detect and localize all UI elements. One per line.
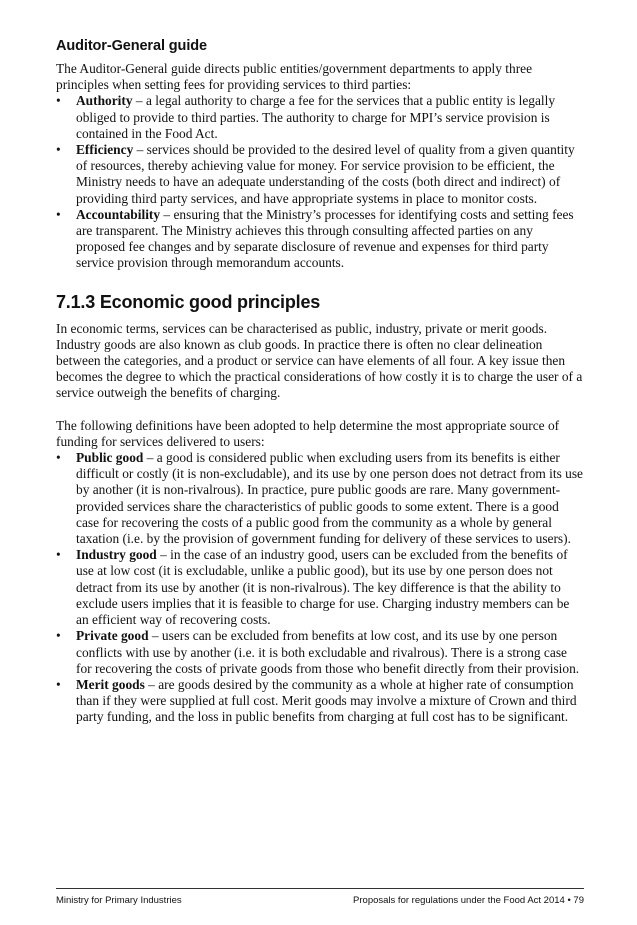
term: Merit goods — [76, 676, 145, 692]
footer-right: Proposals for regulations under the Food Act 2014 • 79 — [353, 895, 584, 906]
bullet-icon: • — [56, 628, 61, 644]
term: Public good — [76, 450, 144, 466]
footer-left: Ministry for Primary Industries — [56, 895, 182, 906]
list-item — [56, 628, 584, 677]
bullet-icon: • — [56, 142, 61, 158]
definition: – services should be provided to the desired level of quality from a given quantity of resources, thereby achieving value for money. For service provision to be efficient, the Ministry needs to have an adequate understanding of the costs (both direct and indirect) of providing third party services, and have appropriate systems in place to monitor costs. — [76, 142, 575, 206]
bullet-icon: • — [56, 676, 61, 692]
auditor-principles-list — [56, 93, 584, 271]
economic-paragraph-2: The following definitions have been adopted to help determine the most appropriate source of funding for services delivered to users: — [56, 417, 560, 449]
definition: – ensuring that the Ministry’s processes for identifying costs and setting fees are transparent. The Ministry achieves this through consulting affected parties on any proposed fee changes and by separate disclosure of revenue and expenses for third party service provision through memorandum accounts. — [76, 206, 574, 271]
definition: – are goods desired by the community as a whole at higher rate of consumption than if they were supplied at full cost. Merit goods may involve a mixture of Crown and third party funding, and the loss in public benefits from charging at full cost has to be significant. — [76, 676, 577, 725]
auditor-intro: The Auditor-General guide directs public entities/government departments to apply three principles when setting fees for providing services to third parties: — [56, 61, 533, 93]
list-item — [56, 677, 584, 726]
auditor-general-heading: Auditor-General guide — [56, 38, 207, 54]
bullet-icon: • — [56, 450, 61, 466]
bullet-icon: • — [56, 547, 61, 563]
section-heading: 7.1.3 Economic good principles — [56, 291, 321, 312]
term: Efficiency — [76, 142, 134, 158]
definition: – a legal authority to charge a fee for the services that a public entity is legally obliged to provide to third parties. The authority to charge for MPI’s service provision is contained in the Food Act. — [76, 93, 556, 141]
term: Accountability — [76, 206, 161, 222]
page-content — [56, 38, 584, 726]
term: Industry good — [76, 547, 157, 563]
list-item — [56, 93, 584, 142]
term: Private good — [76, 628, 149, 644]
list-item — [56, 547, 584, 628]
term: Authority — [76, 93, 133, 109]
list-item — [56, 207, 584, 272]
page-footer — [56, 888, 584, 906]
bullet-icon: • — [56, 93, 61, 109]
list-item — [56, 142, 584, 207]
economic-paragraph-1: In economic terms, services can be characterised as public, industry, private or merit goods. Industry goods are also known as club goods. In practice there is often no clear delineation between the categories, and a product or service can have elements of all four. A key issue then becomes the degree to which the practical considerations of how costly it is to charge the user of a service outweigh the benefits of charging. — [56, 320, 583, 401]
definition: – in the case of an industry good, users can be excluded from the benefits of use at low cost (it is excludable, unlike a public good), but its use by one person does not detract from its use by another (it is non-rivalrous). The key difference is that the ability to exclude users implies that it is feasible to charge for use. Charging industry members can be an efficient way of recovering costs. — [76, 547, 570, 628]
list-item — [56, 450, 584, 547]
economic-goods-list — [56, 450, 584, 725]
definition: – users can be excluded from benefits at low cost, and its use by one person conflicts with use by another (i.e. it is both excludable and rivalrous). There is a strong case for recovering the costs of private goods from those who benefit directly from their provision. — [76, 628, 580, 676]
bullet-icon: • — [56, 206, 61, 222]
definition: – a good is considered public when excluding users from its benefits is either difficult or costly (it is non-excludable), and its use by one person does not detract from its use by another (it is non-rivalrous). In practice, pure public goods are rare. Many government-provided services share the characteristics of public goods to some extent. There is a good case for recovering the costs of a public good from the community as a whole by general taxation (i.e. by the provision of government funding for delivery of these services to users). — [76, 450, 583, 547]
